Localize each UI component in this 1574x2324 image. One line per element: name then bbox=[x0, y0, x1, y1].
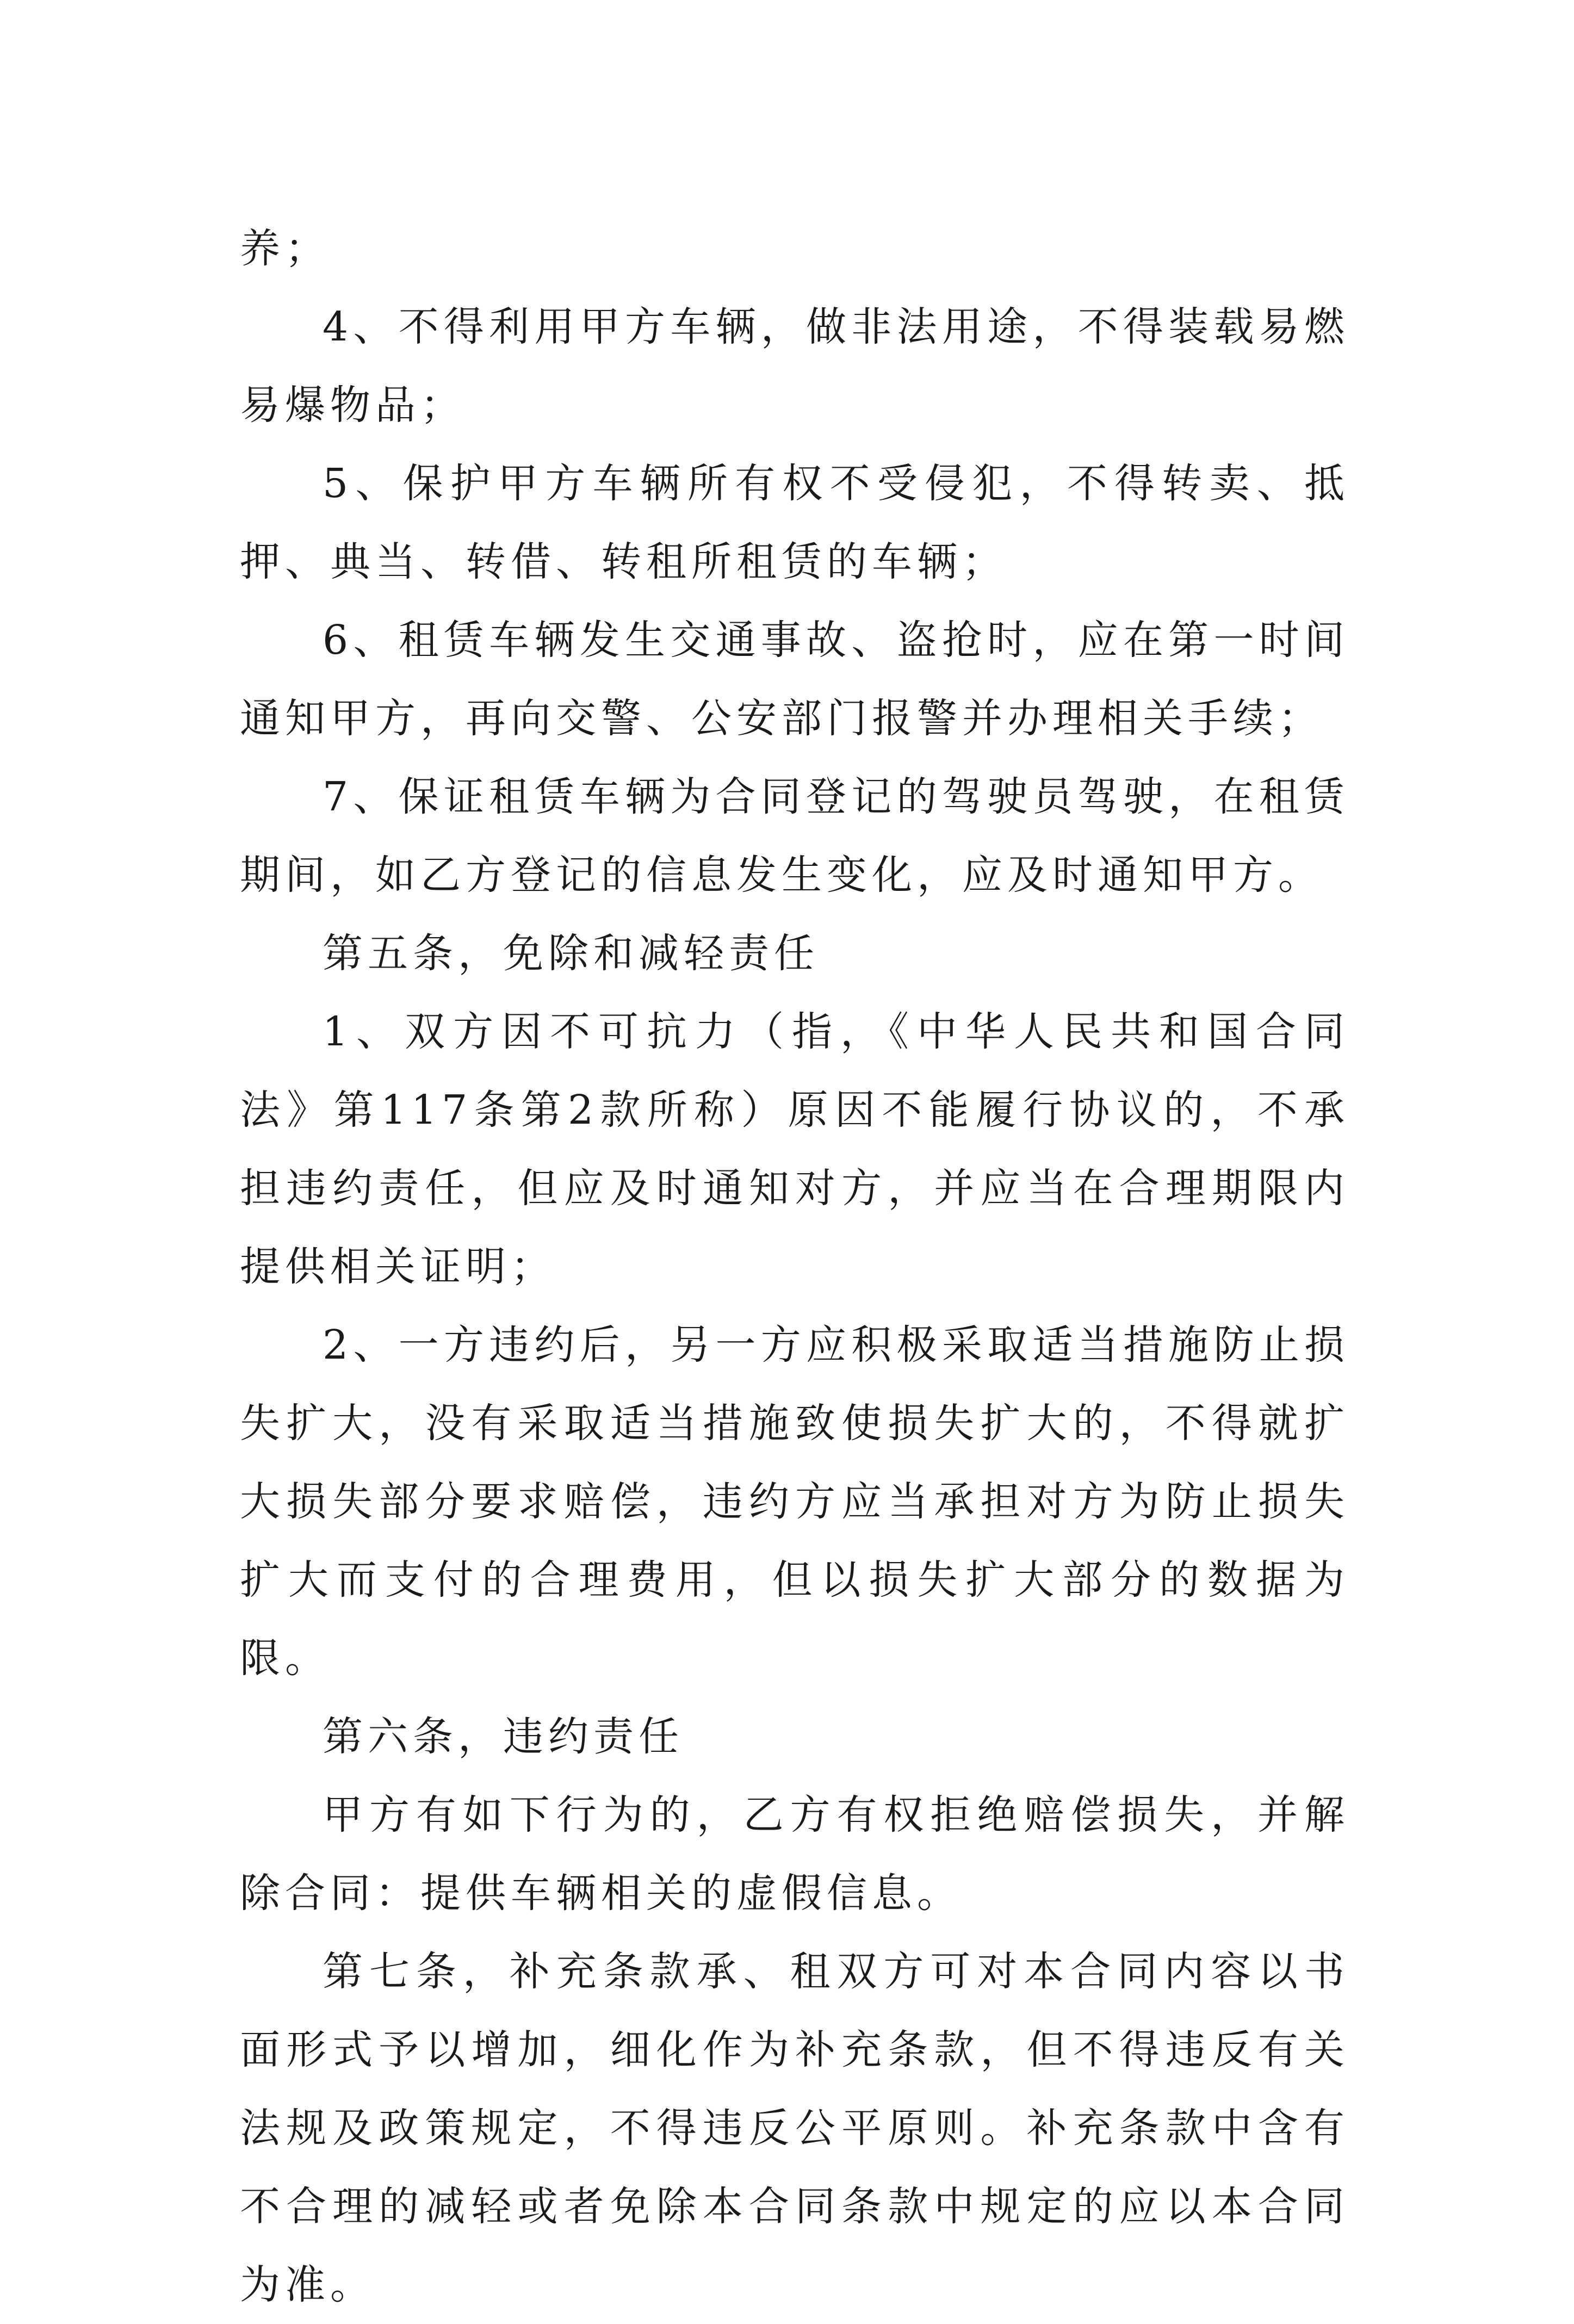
paragraph-item-5: 5、保护甲方车辆所有权不受侵犯，不得转卖、抵押、典当、转借、转租所租赁的车辆； bbox=[240, 460, 1349, 585]
paragraph-item-6: 6、租赁车辆发生交通事故、盗抢时，应在第一时间通知甲方，再向交警、公安部门报警并办理相关手续； bbox=[240, 617, 1349, 742]
paragraph-article-5-item-2: 2、一方违约后，另一方应积极采取适当措施防止损失扩大，没有采取适当措施致使损失扩大的，不得就扩大损失部分要求赔偿，违约方应当承担对方为防止损失扩大而支付的合理费用，但以损失扩大部分的数据为限。 bbox=[240, 1322, 1349, 1682]
paragraph-item-7: 7、保证租赁车辆为合同登记的驾驶员驾驶，在租赁期间，如乙方登记的信息发生变化，应及时通知甲方。 bbox=[240, 773, 1349, 898]
paragraph-item-4: 4、不得利用甲方车辆，做非法用途，不得装载易燃易爆物品； bbox=[240, 303, 1349, 429]
section-heading-article-6: 第六条，违约责任 bbox=[323, 1713, 684, 1760]
paragraph-article-6-body: 甲方有如下行为的，乙方有权拒绝赔偿损失，并解除合同：提供车辆相关的虚假信息。 bbox=[240, 1792, 1349, 1917]
paragraph-article-7: 第七条，补充条款承、租双方可对本合同内容以书面形式予以增加，细化作为补充条款，但不得违反有关法规及政策规定，不得违反公平原则。补充条款中含有不合理的减轻或者免除本合同条款中规定的应以本合同为准。 bbox=[240, 1948, 1349, 2308]
paragraph-article-5-item-1: 1、双方因不可抗力（指，《中华人民共和国合同法》第117条第2款所称）原因不能履行协议的，不承担违约责任，但应及时通知对方，并应当在合理期限内提供相关证明； bbox=[240, 1008, 1349, 1290]
document-body bbox=[240, 209, 1349, 2324]
section-heading-article-5: 第五条，免除和减轻责任 bbox=[323, 930, 819, 977]
paragraph-continuation: 养； bbox=[240, 225, 330, 272]
